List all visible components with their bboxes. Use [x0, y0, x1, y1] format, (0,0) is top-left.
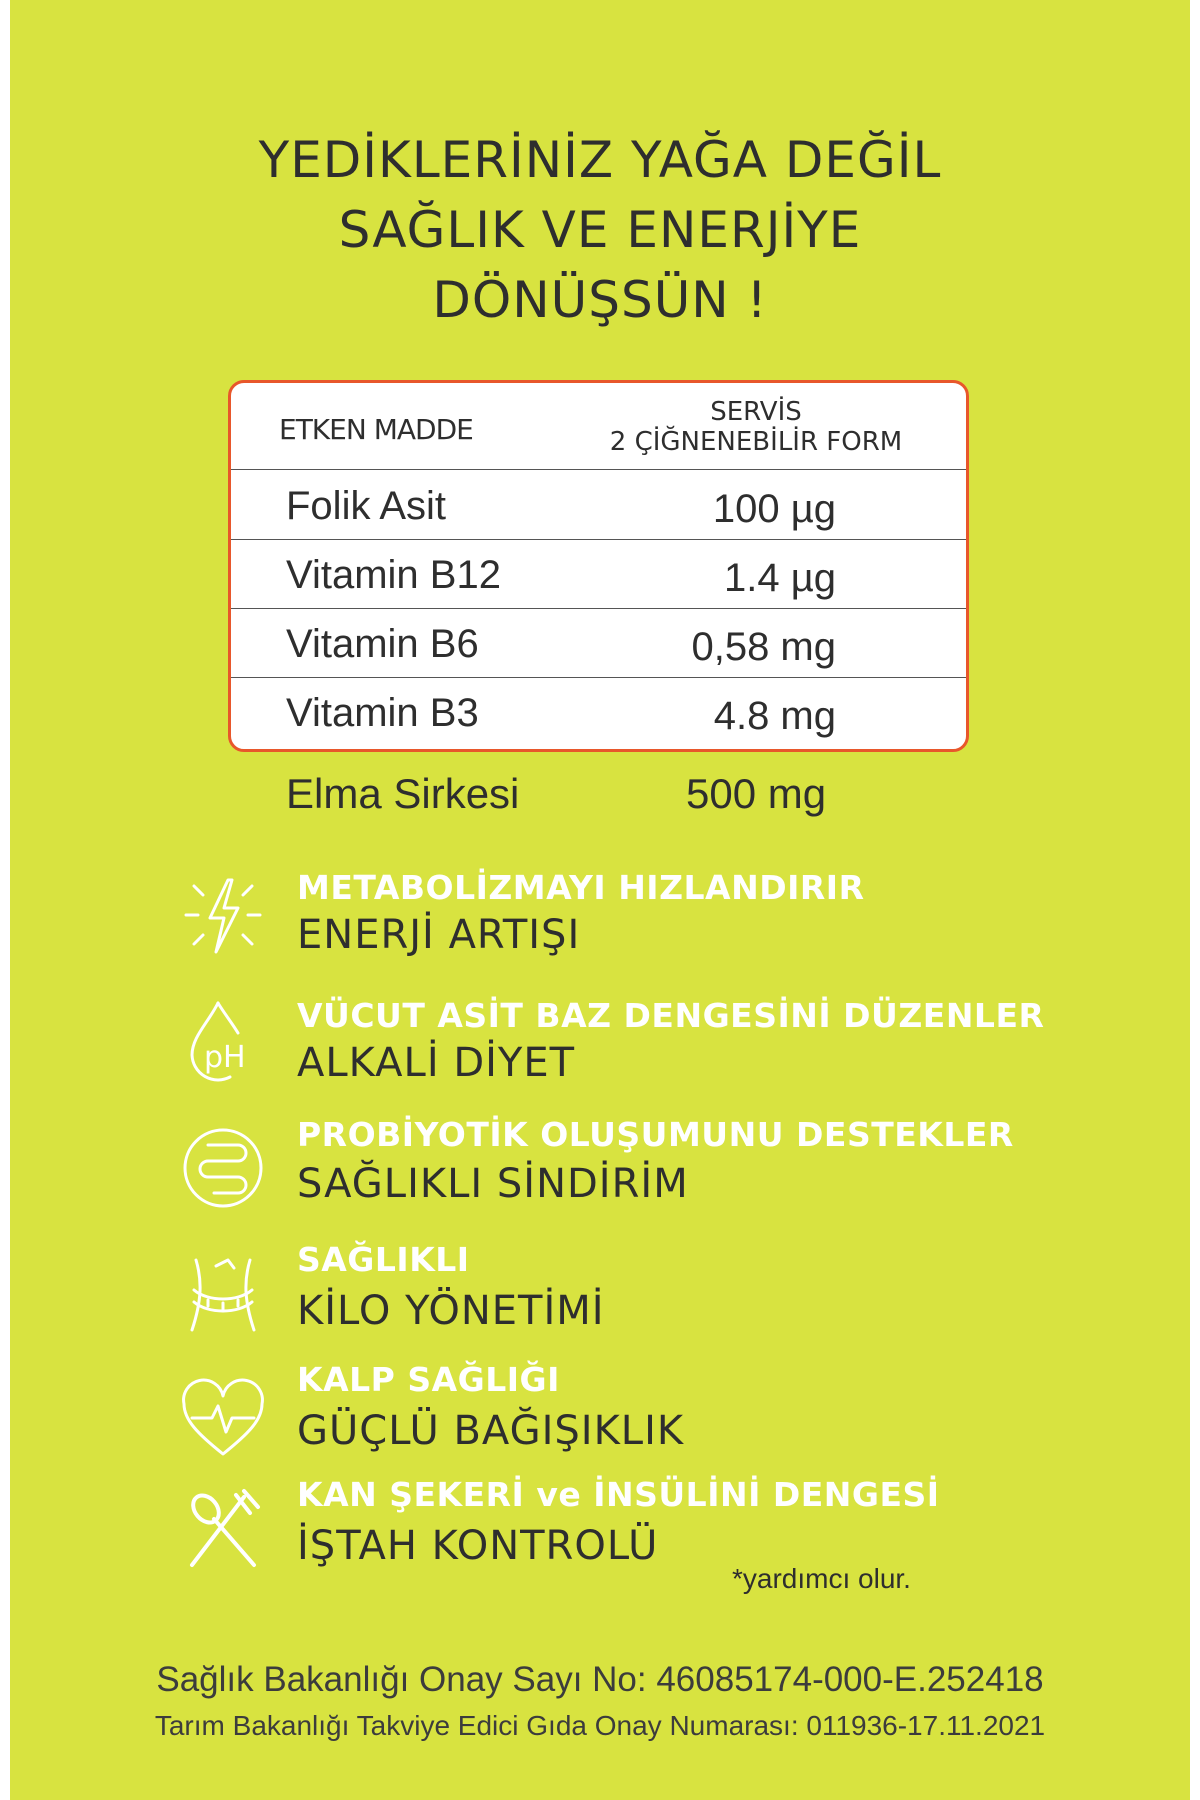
ingredient-name: Vitamin B3: [286, 691, 479, 735]
benefit-title: PROBİYOTİK OLUŞUMUNU DESTEKLER: [297, 1115, 1014, 1154]
benefit-item: [0, 990, 1200, 1100]
benefit-title: VÜCUT ASİT BAZ DENGESİNİ DÜZENLER: [297, 996, 1045, 1035]
table-row: [231, 609, 966, 678]
benefit-title: METABOLİZMAYI HIZLANDIRIR: [297, 868, 865, 907]
table-header: [231, 383, 966, 470]
svg-text:pH: pH: [204, 1040, 246, 1075]
spoon-fork-icon: [178, 1487, 268, 1577]
intestine-icon: [178, 1123, 268, 1213]
benefit-subtitle: KİLO YÖNETİMİ: [297, 1288, 605, 1334]
benefit-title: SAĞLIKLI: [297, 1240, 470, 1279]
ingredient-amount: 100 µg: [712, 487, 836, 531]
extra-ingredient-amount: 500 mg: [686, 770, 827, 817]
benefit-item: [0, 1475, 1200, 1585]
benefit-subtitle: ALKALİ DİYET: [297, 1040, 576, 1086]
ph-drop-icon: [178, 995, 268, 1085]
ingredients-table: [228, 380, 969, 752]
headline: [0, 125, 1200, 335]
ingredient-name: Vitamin B6: [286, 622, 479, 666]
ingredient-amount: 4.8 mg: [713, 694, 836, 738]
table-row: [231, 678, 966, 746]
waist-measure-icon: [178, 1250, 268, 1340]
headline-line-3: DÖNÜŞSÜN !: [432, 271, 768, 329]
table-row: [231, 540, 966, 609]
ingredient-amount: 1.4 µg: [723, 556, 836, 600]
ingredient-name: Vitamin B12: [286, 553, 501, 597]
lightning-icon: [178, 870, 268, 960]
ingredient-name: Folik Asit: [286, 484, 447, 528]
headline-line-1: YEDİKLERİNİZ YAĞA DEĞİL: [258, 131, 942, 189]
heart-pulse-icon: [178, 1374, 268, 1464]
agriculture-ministry-approval: Tarım Bakanlığı Takviye Edici Gıda Onay Numarası: 011936-17.11.2021: [154, 1710, 1046, 1741]
health-ministry-approval: Sağlık Bakanlığı Onay Sayı No: 46085174-000-E.252418: [156, 1660, 1044, 1699]
footnote: *yardımcı olur.: [732, 1563, 911, 1594]
header-serving-line-2: 2 ÇİĞNENEBİLİR FORM: [609, 427, 903, 457]
benefit-title: KAN ŞEKERİ ve İNSÜLİNİ DENGESİ: [297, 1475, 940, 1514]
benefit-item: [0, 860, 1200, 970]
ingredient-amount: 0,58 mg: [691, 625, 836, 669]
table-row: [231, 471, 966, 540]
benefit-subtitle: SAĞLIKLI SİNDİRİM: [297, 1161, 689, 1207]
header-active-ingredient: ETKEN MADDE: [279, 413, 473, 446]
benefit-item: [0, 1360, 1200, 1470]
header-serving: [576, 397, 936, 457]
benefit-item: [0, 1238, 1200, 1348]
header-serving-line-1: SERVİS: [710, 397, 802, 427]
headline-line-2: SAĞLIK VE ENERJİYE: [338, 201, 862, 259]
benefit-title: KALP SAĞLIĞI: [297, 1360, 560, 1399]
benefit-item: [0, 1113, 1200, 1223]
extra-ingredient-name: Elma Sirkesi: [286, 770, 520, 817]
benefit-subtitle: İŞTAH KONTROLÜ: [297, 1523, 659, 1569]
benefit-subtitle: GÜÇLÜ BAĞIŞIKLIK: [297, 1408, 685, 1454]
benefit-subtitle: ENERJİ ARTIŞI: [297, 912, 581, 958]
